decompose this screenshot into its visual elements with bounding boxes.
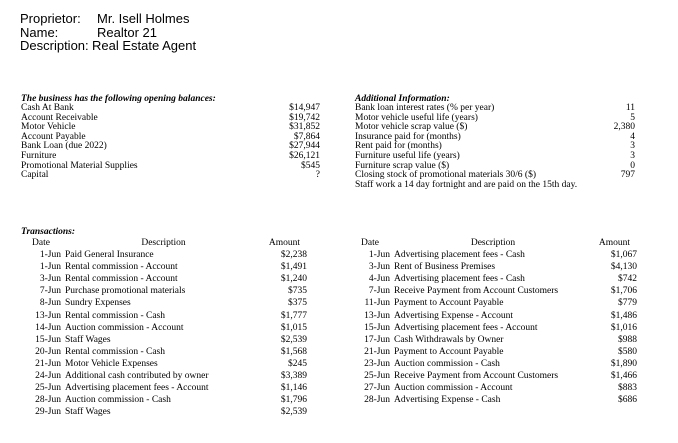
transaction-row [21,382,307,394]
transaction-row [21,310,307,322]
transaction-date: 7-Jun [368,286,390,297]
transaction-row [21,273,307,285]
balance-label: Capital [21,170,49,181]
transaction-date: 24-Jun [35,371,61,382]
info-label: Motor vehicle scrap value ($) [355,122,468,133]
additional-information [355,94,635,190]
transaction-row [21,346,307,358]
transaction-date: 13-Jun [35,310,61,321]
transaction-amount: $686 [618,395,637,406]
transactions-table-right [350,237,637,406]
transaction-date: 8-Jun [39,298,61,309]
proprietor-value: Mr. Isell Holmes [97,11,190,26]
transaction-description: Rental commission - Account [65,274,178,285]
additional-information-list [355,104,635,190]
info-label: Rent paid for (months) [355,141,442,152]
transaction-date: 1-Jun [39,262,61,273]
transaction-amount: $988 [618,334,637,345]
transaction-amount: $245 [288,358,307,369]
transaction-row [21,370,307,382]
transaction-description: Auction commission - Cash [65,395,171,406]
transaction-date: 25-Jun [364,371,390,382]
name-value: Realtor 21 [97,24,157,40]
transaction-amount: $1,016 [610,322,637,333]
balance-amount: $19,742 [289,112,320,123]
transaction-date: 4-Jun [368,274,390,285]
transaction-date: 15-Jun [364,322,390,333]
info-label: Motor vehicle useful life (years) [355,112,478,123]
balance-amount: $7,864 [293,131,320,142]
balance-line [21,171,320,181]
transaction-date: 28-Jun [35,395,61,406]
transaction-row [21,334,307,346]
transaction-description: Rent of Business Premises [394,262,496,273]
transaction-amount: $4,130 [610,262,637,273]
transaction-date: 27-Jun [364,383,390,394]
transaction-row [21,261,307,273]
amount-header: Amount [598,238,631,248]
transaction-row [21,358,307,370]
transaction-row [21,406,307,418]
balance-amount: $26,121 [289,150,320,161]
info-label: Bank loan interest rates (% per year) [355,103,495,113]
transaction-amount: $2,238 [280,250,307,261]
transaction-row [350,334,637,346]
transaction-description: Staff Wages [65,334,111,345]
transaction-row [350,370,637,382]
name-label: Name: [20,24,59,40]
info-value: 4 [630,131,635,142]
transaction-date: 25-Jun [35,383,61,394]
info-value: 797 [620,170,635,181]
balance-amount: ? [315,170,320,181]
transaction-description: Motor Vehicle Expenses [65,358,158,369]
transaction-date: 1-Jun [368,250,390,261]
transaction-date: 21-Jun [35,358,61,369]
transaction-description: Receive Payment from Account Customers [394,286,559,297]
transaction-amount: $1,491 [280,262,307,273]
transaction-description: Auction commission - Account [394,383,513,394]
balance-label: Account Receivable [21,112,98,123]
balance-amount: $14,947 [289,103,320,113]
info-value: 3 [630,150,635,161]
date-header: Date [361,238,379,248]
transaction-row [350,249,637,261]
info-label: Furniture scrap value ($) [355,160,450,171]
transaction-row [350,382,637,394]
transaction-date: 14-Jun [35,322,61,333]
transaction-amount: $1,146 [280,383,307,394]
opening-balances [21,94,320,181]
transaction-description: Receive Payment from Account Customers [394,371,559,382]
balance-amount: $545 [301,160,320,171]
transaction-amount: $779 [618,298,637,309]
balance-label: Account Payable [21,131,86,142]
transaction-amount: $1,706 [610,286,637,297]
transactions-table-left [21,237,307,418]
transaction-description: Cash Withdrawals by Owner [394,334,504,345]
transaction-row [350,310,637,322]
description-header: Description [141,238,186,248]
info-value: 11 [625,103,635,113]
proprietor-label: Proprietor: [20,11,81,26]
transaction-row [21,297,307,309]
transactions-title: Transactions: [21,227,76,237]
transaction-date: 13-Jun [364,310,390,321]
opening-balances-list [21,104,320,181]
transaction-date: 7-Jun [39,286,61,297]
transaction-description: Advertising Expense - Cash [394,395,501,406]
transaction-amount: $1,777 [280,310,307,321]
transaction-description: Sundry Expenses [65,298,131,309]
transaction-amount: $1,466 [610,371,637,382]
opening-balances-title: The business has the following opening balances: [21,94,216,104]
transaction-row [21,394,307,406]
balance-label: Furniture [21,150,57,161]
transaction-date: 20-Jun [35,346,61,357]
additional-information-title: Additional Information: [355,94,450,104]
info-line [355,181,635,191]
transaction-amount: $580 [618,346,637,357]
balance-line [21,162,320,172]
transaction-description: Rental commission - Account [65,262,178,273]
balance-line [21,142,320,152]
balance-label: Bank Loan (due 2022) [21,141,107,152]
transaction-date: 28-Jun [364,395,390,406]
transaction-amount: $1,015 [280,322,307,333]
transaction-date: 23-Jun [364,358,390,369]
transaction-description: Advertising placement fees - Cash [394,274,525,285]
transaction-amount: $883 [618,383,637,394]
balance-amount: $27,944 [289,141,320,152]
info-label: Furniture useful life (years) [355,150,460,161]
transaction-date: 3-Jun [368,262,390,273]
transactions-header-row [21,237,307,249]
transaction-date: 3-Jun [39,274,61,285]
transaction-row [350,297,637,309]
transaction-description: Rental commission - Cash [65,346,166,357]
transaction-date: 29-Jun [35,407,61,418]
transaction-row [350,322,637,334]
transactions-header-row [350,237,637,249]
transaction-row [350,394,637,406]
transaction-row [350,261,637,273]
transaction-row [21,249,307,261]
transaction-amount: $1,240 [280,274,307,285]
transaction-date: 17-Jun [364,334,390,345]
transaction-description: Payment to Account Payable [394,298,504,309]
transaction-amount: $1,067 [610,250,637,261]
transaction-amount: $1,486 [610,310,637,321]
transaction-date: 1-Jun [39,250,61,261]
date-header: Date [32,238,50,248]
transaction-row [350,358,637,370]
info-value: 2,380 [613,122,635,133]
transaction-description: Staff Wages [65,407,111,418]
description-value: Real Estate Agent [92,38,197,53]
transaction-description: Payment to Account Payable [394,346,504,357]
transaction-amount: $3,389 [280,371,307,382]
transaction-description: Paid General Insurance [65,250,154,261]
transaction-amount: $742 [618,274,637,285]
transaction-row [350,346,637,358]
info-value: 3 [630,141,635,152]
amount-header: Amount [268,238,301,248]
balance-amount: $31,852 [289,122,320,133]
transaction-description: Auction commission - Account [65,322,184,333]
transaction-description: Advertising Expense - Account [394,310,513,321]
transaction-amount: $1,890 [610,358,637,369]
transaction-description: Advertising placement fees - Account [65,383,209,394]
description-header: Description [470,238,516,248]
balance-label: Motor Vehicle [21,122,76,133]
transaction-amount: $375 [288,298,307,309]
transaction-row [21,285,307,297]
transaction-row [350,273,637,285]
balance-label: Cash At Bank [21,103,74,113]
transaction-amount: $1,796 [280,395,307,406]
transaction-row [21,322,307,334]
transaction-date: 21-Jun [364,346,390,357]
transaction-date: 15-Jun [35,334,61,345]
transaction-amount: $1,568 [280,346,307,357]
info-value: 5 [630,112,635,123]
transaction-row [350,285,637,297]
transaction-description: Auction commission - Cash [394,358,500,369]
balance-label: Promotional Material Supplies [21,160,138,171]
transaction-amount: $2,539 [280,407,307,418]
transaction-description: Advertising placement fees - Cash [394,250,525,261]
info-label: Insurance paid for (months) [355,131,461,142]
transaction-date: 11-Jun [364,298,390,309]
transaction-amount: $735 [288,286,307,297]
description-label: Description: [20,38,89,53]
transaction-description: Rental commission - Cash [65,310,166,321]
transaction-amount: $2,539 [280,334,307,345]
info-value: 0 [630,160,635,171]
transaction-description: Additional cash contributed by owner [65,371,209,382]
info-label: Staff work a 14 day fortnight and are paid on the 15th day. [355,179,578,190]
transaction-description: Purchase promotional materials [65,286,186,297]
transaction-description: Advertising placement fees - Account [394,322,538,333]
info-label: Closing stock of promotional materials 30/6 ($) [355,170,537,181]
